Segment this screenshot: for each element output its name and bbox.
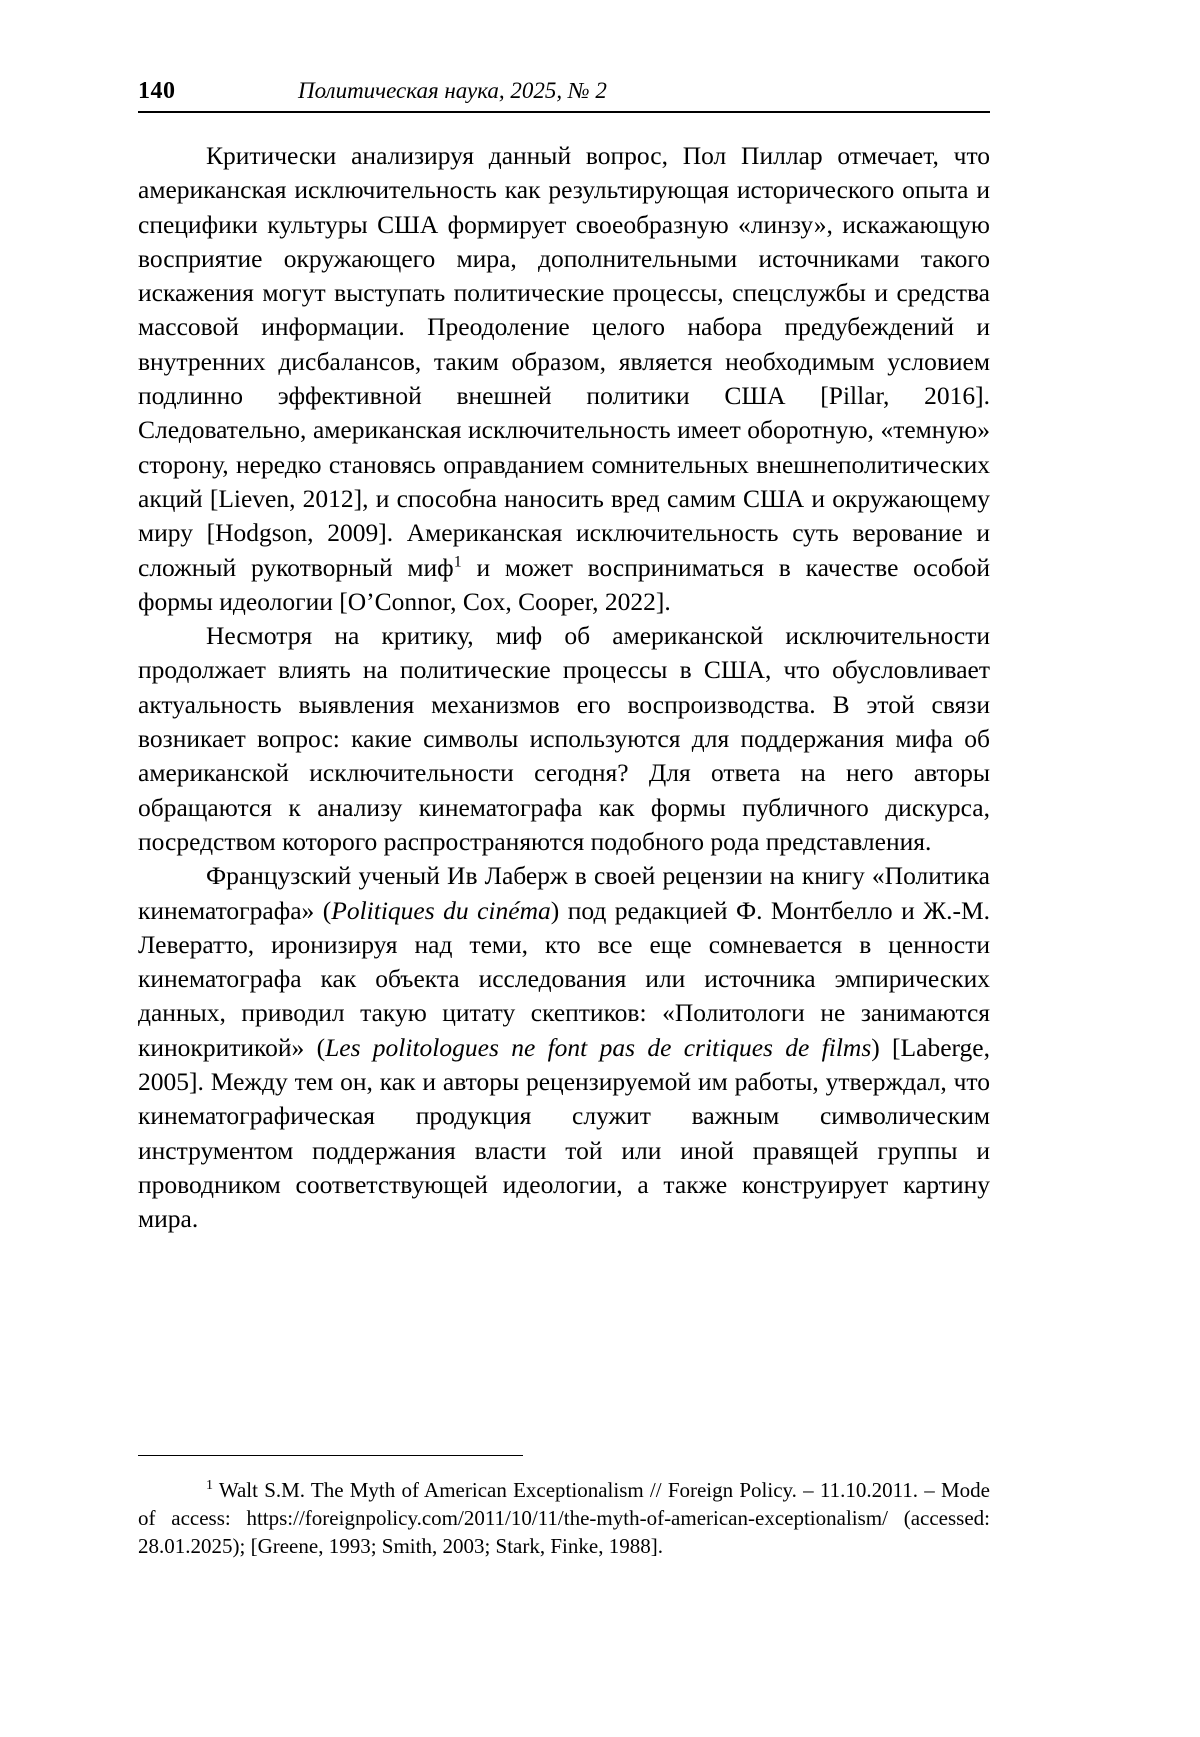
book-title-italic: Politiques du cinéma bbox=[331, 895, 551, 925]
paragraph-2: Несмотря на критику, миф об американской исключительности продолжает влиять на политические процессы в США, что обусловливает актуальность выявления механизмов его воспроизводства. В этой связи возникает вопрос: какие символы используются для поддержания мифа об американской исключительности сегодня? Для ответа на него авторы обращаются к анализу кинематографа как формы публичного дискурса, посредством которого распространяются подобного рода представления. bbox=[138, 621, 990, 856]
footnote-divider bbox=[138, 1455, 523, 1456]
paragraph-1-text-b: и может восприниматься в качестве особой формы идеологии [O’Connor, Cox, Cooper, 2022]. bbox=[138, 552, 990, 616]
paragraph-1-text-a: Критически анализируя данный вопрос, Пол Пиллар отмечает, что американская исключительность как результирующая исторического опыта и специфики культуры США формирует своеобразную «линзу», искажающую восприятие окружающего мира, дополнительными источниками такого искажения могут выступать политические процессы, спецслужбы и средства массовой информации. Преодоление целого набора предубеждений и внутренних дисбалансов, таким образом, является необходимым условием подлинно эффективной внешней политики США [Pillar, 2016]. Следовательно, американская исключительность имеет оборотную, «темную» сторону, нередко становясь оправданием сомнительных внешнеполитических акций [Lieven, 2012], и способна наносить вред самим США и окружающему миру [Hodgson, 2009]. Американская исключительность суть верование и сложный рукотворный миф bbox=[138, 141, 990, 582]
quote-italic: Les politologues ne font pas de critiques de films bbox=[325, 1032, 872, 1062]
running-head bbox=[138, 78, 990, 111]
paragraph-3-text-a: Французский ученый Ив Лаберж в своей рецензии на книгу «Политика кинематографа» ( bbox=[138, 861, 990, 925]
running-title: Политическая наука, 2025, № 2 bbox=[298, 78, 607, 103]
paragraph-3-text-b: ) под редакцией Ф. Монтбелло и Ж.-М. Левератто, иронизируя над теми, кто все еще сомневается в ценности кинематографа как объекта исследования или источника эмпирических данных, приводил такую цитату скептиков: «Политологи не занимаются кинокритикой» ( bbox=[138, 895, 991, 1062]
paragraph-1 bbox=[138, 139, 990, 619]
footnote-1 bbox=[138, 1477, 990, 1561]
header-divider bbox=[138, 111, 990, 113]
page-content bbox=[138, 78, 990, 1237]
footnote-area bbox=[138, 1455, 990, 1582]
page-number: 140 bbox=[138, 78, 176, 104]
paragraph-3 bbox=[138, 859, 990, 1236]
paragraph-3-text-c: ) [Laberge, 2005]. Между тем он, как и авторы рецензируемой им работы, утверждал, что кинематографическая продукция служит важным символическим инструментом поддержания власти той или иной правящей группы и проводником соответствующей идеологии, а также конструирует картину мира. bbox=[138, 1032, 990, 1234]
footnote-reference-1[interactable]: 1 bbox=[453, 553, 462, 571]
footnote-marker: 1 bbox=[206, 1478, 213, 1493]
footnote-text: Walt S.M. The Myth of American Exceptionalism // Foreign Policy. – 11.10.2011. – Mode of access: https://foreignpolicy.com/2011/10/11/the-myth-of-american-exceptionalism/ (accessed: 28.01.2025); [Greene, 1993; Smith, 2003; Stark, Finke, 1988]. bbox=[138, 1478, 990, 1558]
